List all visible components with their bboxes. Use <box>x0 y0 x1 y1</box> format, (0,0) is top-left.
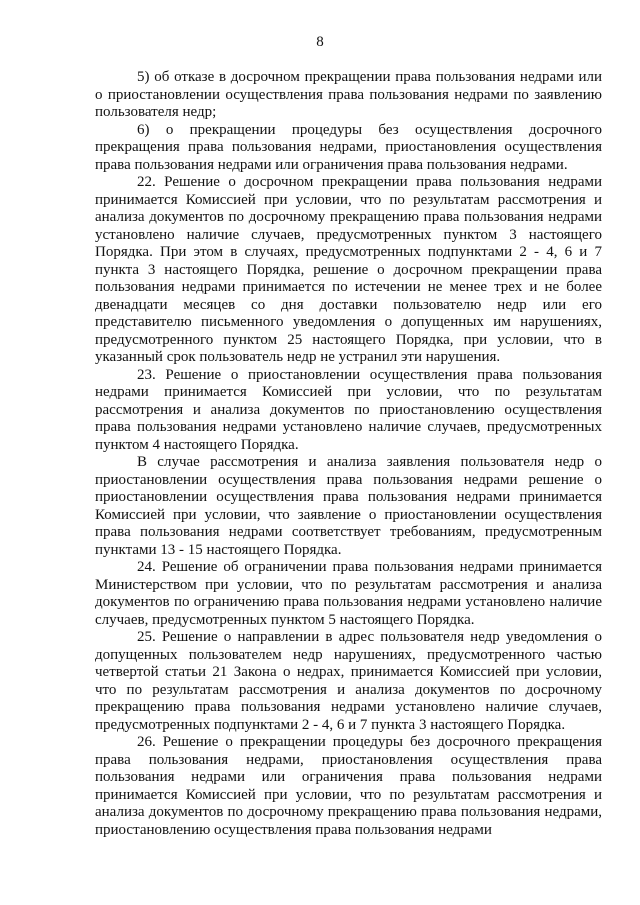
paragraph-subitem-5: 5) об отказе в досрочном прекращении права пользования недрами или о приостановлении осуществления права пользования недрами по заявлению пользователя недр; <box>95 69 602 120</box>
paragraph-item-26: 26. Решение о прекращении процедуры без досрочного прекращения права пользования недрами, приостановления осуществления права пользования недрами или ограничения права пользования недрами принимается Комиссией при условии, что по результатам рассмотрения и анализа документов по досрочному прекращению права пользования недрами, приостановлению осуществления права пользования недрами <box>95 734 602 838</box>
paragraph-item-23: 23. Решение о приостановлении осуществления права пользования недрами принимается Комиссией при условии, что по результатам рассмотрения и анализа документов по приостановлению осуществления права пользования недрами установлено наличие случаев, предусмотренных пунктом 4 настоящего Порядка. <box>95 366 602 453</box>
paragraph-item-24: 24. Решение об ограничении права пользования недрами принимается Министерством при условии, что по результатам рассмотрения и анализа документов по ограничению права пользования недрами установлено наличие случаев, предусмотренных пунктом 5 настоящего Порядка. <box>95 559 602 628</box>
page-number: 8 <box>316 34 324 50</box>
paragraph-item-23-continued: В случае рассмотрения и анализа заявления пользователя недр о приостановлении осуществления права пользования недрами решение о приостановлении осуществления права пользования недрами принимается Комиссией при условии, что заявление о приостановлении осуществления права пользования недрами соответствует требованиям, предусмотренным пунктами 13 - 15 настоящего Порядка. <box>95 454 602 558</box>
document-body <box>95 69 602 839</box>
paragraph-item-22: 22. Решение о досрочном прекращении права пользования недрами принимается Комиссией при условии, что по результатам рассмотрения и анализа документов по досрочному прекращению права пользования недрами установлено наличие случаев, предусмотренных пунктом 3 настоящего Порядка. При этом в случаях, предусмотренных подпунктами 2 - 4, 6 и 7 пункта 3 настоящего Порядка, решение о досрочном прекращении права пользования недрами принимается по истечении не менее трех и не более двенадцати месяцев со дня доставки пользователю недр или его представителю письменного уведомления о допущенных им нарушениях, предусмотренного пунктом 25 настоящего Порядка, при условии, что в указанный срок пользователь недр не устранил эти нарушения. <box>95 174 602 365</box>
paragraph-item-25: 25. Решение о направлении в адрес пользователя недр уведомления о допущенных пользователем недр нарушениях, предусмотренного частью четвертой статьи 21 Закона о недрах, принимается Комиссией при условии, что по результатам рассмотрения и анализа документов по досрочному прекращению права пользования недрами установлено наличие случаев, предусмотренных подпунктами 2 - 4, 6 и 7 пункта 3 настоящего Порядка. <box>95 629 602 733</box>
paragraph-subitem-6: 6) о прекращении процедуры без осуществления досрочного прекращения права пользования недрами, приостановления осуществления права пользования недрами или ограничения права пользования недрами. <box>95 121 602 173</box>
